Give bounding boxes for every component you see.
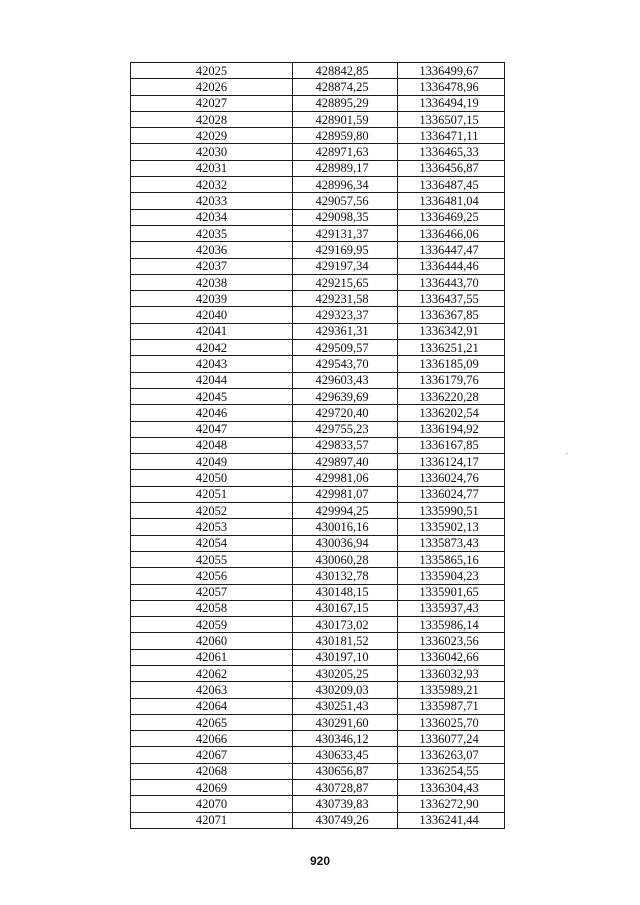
table-row [131, 747, 505, 763]
x-coordinate-cell: 430739,83 [293, 796, 398, 812]
point-id-cell: 42025 [131, 63, 293, 79]
table-row [131, 160, 505, 176]
x-coordinate-cell: 429994,25 [293, 503, 398, 519]
table-row [131, 79, 505, 95]
point-id-cell: 42036 [131, 242, 293, 258]
x-coordinate-cell: 430251,43 [293, 698, 398, 714]
point-id-cell: 42032 [131, 177, 293, 193]
point-id-cell: 42039 [131, 291, 293, 307]
table-row [131, 617, 505, 633]
y-coordinate-cell: 1336124,17 [398, 454, 505, 470]
point-id-cell: 42061 [131, 649, 293, 665]
x-coordinate-cell: 430148,15 [293, 584, 398, 600]
x-coordinate-cell: 429215,65 [293, 274, 398, 290]
point-id-cell: 42060 [131, 633, 293, 649]
x-coordinate-cell: 430728,87 [293, 780, 398, 796]
point-id-cell: 42055 [131, 551, 293, 567]
point-id-cell: 42049 [131, 454, 293, 470]
table-row [131, 796, 505, 812]
table-row [131, 388, 505, 404]
y-coordinate-cell: 1336444,46 [398, 258, 505, 274]
point-id-cell: 42042 [131, 340, 293, 356]
y-coordinate-cell: 1336487,45 [398, 177, 505, 193]
y-coordinate-cell: 1336469,25 [398, 209, 505, 225]
table-row [131, 763, 505, 779]
y-coordinate-cell: 1336202,54 [398, 405, 505, 421]
y-coordinate-cell: 1336304,43 [398, 780, 505, 796]
y-coordinate-cell: 1336023,56 [398, 633, 505, 649]
table-row [131, 405, 505, 421]
y-coordinate-cell: 1336042,66 [398, 649, 505, 665]
table-row [131, 584, 505, 600]
table-row [131, 731, 505, 747]
x-coordinate-cell: 429509,57 [293, 340, 398, 356]
y-coordinate-cell: 1335990,51 [398, 503, 505, 519]
x-coordinate-cell: 430291,60 [293, 714, 398, 730]
table-row [131, 111, 505, 127]
x-coordinate-cell: 430060,28 [293, 551, 398, 567]
x-coordinate-cell: 428996,34 [293, 177, 398, 193]
y-coordinate-cell: 1336241,44 [398, 812, 505, 828]
point-id-cell: 42057 [131, 584, 293, 600]
point-id-cell: 42068 [131, 763, 293, 779]
x-coordinate-cell: 430209,03 [293, 682, 398, 698]
y-coordinate-cell: 1336077,24 [398, 731, 505, 747]
table-row [131, 323, 505, 339]
x-coordinate-cell: 428874,25 [293, 79, 398, 95]
y-coordinate-cell: 1336437,55 [398, 291, 505, 307]
x-coordinate-cell: 429169,95 [293, 242, 398, 258]
table-row [131, 568, 505, 584]
point-id-cell: 42052 [131, 503, 293, 519]
table-row [131, 665, 505, 681]
point-id-cell: 42029 [131, 128, 293, 144]
scan-speck [566, 453, 568, 454]
x-coordinate-cell: 430181,52 [293, 633, 398, 649]
point-id-cell: 42047 [131, 421, 293, 437]
x-coordinate-cell: 428971,63 [293, 144, 398, 160]
point-id-cell: 42048 [131, 437, 293, 453]
y-coordinate-cell: 1336478,96 [398, 79, 505, 95]
y-coordinate-cell: 1336194,92 [398, 421, 505, 437]
coordinates-table-body [131, 63, 505, 829]
point-id-cell: 42046 [131, 405, 293, 421]
table-row [131, 274, 505, 290]
y-coordinate-cell: 1335901,65 [398, 584, 505, 600]
point-id-cell: 42059 [131, 617, 293, 633]
point-id-cell: 42027 [131, 95, 293, 111]
y-coordinate-cell: 1336465,33 [398, 144, 505, 160]
point-id-cell: 42051 [131, 486, 293, 502]
y-coordinate-cell: 1336471,11 [398, 128, 505, 144]
y-coordinate-cell: 1336185,09 [398, 356, 505, 372]
point-id-cell: 42044 [131, 372, 293, 388]
point-id-cell: 42062 [131, 665, 293, 681]
point-id-cell: 42071 [131, 812, 293, 828]
table-row [131, 812, 505, 828]
y-coordinate-cell: 1336024,77 [398, 486, 505, 502]
page-number: 920 [309, 854, 331, 868]
y-coordinate-cell: 1335873,43 [398, 535, 505, 551]
coordinates-table [130, 62, 505, 829]
x-coordinate-cell: 428901,59 [293, 111, 398, 127]
x-coordinate-cell: 428989,17 [293, 160, 398, 176]
x-coordinate-cell: 429833,57 [293, 437, 398, 453]
table-row [131, 372, 505, 388]
table-row [131, 519, 505, 535]
table-row [131, 95, 505, 111]
y-coordinate-cell: 1336342,91 [398, 323, 505, 339]
point-id-cell: 42056 [131, 568, 293, 584]
y-coordinate-cell: 1336263,07 [398, 747, 505, 763]
table-row [131, 242, 505, 258]
x-coordinate-cell: 429897,40 [293, 454, 398, 470]
y-coordinate-cell: 1336179,76 [398, 372, 505, 388]
y-coordinate-cell: 1335865,16 [398, 551, 505, 567]
x-coordinate-cell: 430633,45 [293, 747, 398, 763]
point-id-cell: 42038 [131, 274, 293, 290]
x-coordinate-cell: 430749,26 [293, 812, 398, 828]
point-id-cell: 42035 [131, 225, 293, 241]
table-row [131, 535, 505, 551]
table-row [131, 698, 505, 714]
y-coordinate-cell: 1336024,76 [398, 470, 505, 486]
table-row [131, 470, 505, 486]
point-id-cell: 42028 [131, 111, 293, 127]
table-row [131, 291, 505, 307]
x-coordinate-cell: 430205,25 [293, 665, 398, 681]
y-coordinate-cell: 1336507,15 [398, 111, 505, 127]
table-row [131, 128, 505, 144]
y-coordinate-cell: 1335986,14 [398, 617, 505, 633]
y-coordinate-cell: 1335989,21 [398, 682, 505, 698]
point-id-cell: 42033 [131, 193, 293, 209]
x-coordinate-cell: 429981,06 [293, 470, 398, 486]
point-id-cell: 42069 [131, 780, 293, 796]
point-id-cell: 42066 [131, 731, 293, 747]
y-coordinate-cell: 1336481,04 [398, 193, 505, 209]
table-row [131, 454, 505, 470]
point-id-cell: 42041 [131, 323, 293, 339]
point-id-cell: 42040 [131, 307, 293, 323]
x-coordinate-cell: 429755,23 [293, 421, 398, 437]
table-row [131, 193, 505, 209]
y-coordinate-cell: 1336254,55 [398, 763, 505, 779]
y-coordinate-cell: 1335937,43 [398, 600, 505, 616]
point-id-cell: 42064 [131, 698, 293, 714]
x-coordinate-cell: 429323,37 [293, 307, 398, 323]
y-coordinate-cell: 1336466,06 [398, 225, 505, 241]
x-coordinate-cell: 430197,10 [293, 649, 398, 665]
y-coordinate-cell: 1335987,71 [398, 698, 505, 714]
x-coordinate-cell: 430016,16 [293, 519, 398, 535]
table-row [131, 356, 505, 372]
point-id-cell: 42058 [131, 600, 293, 616]
x-coordinate-cell: 430346,12 [293, 731, 398, 747]
x-coordinate-cell: 429720,40 [293, 405, 398, 421]
y-coordinate-cell: 1335904,23 [398, 568, 505, 584]
point-id-cell: 42070 [131, 796, 293, 812]
table-row [131, 144, 505, 160]
table-row [131, 649, 505, 665]
x-coordinate-cell: 429981,07 [293, 486, 398, 502]
point-id-cell: 42030 [131, 144, 293, 160]
table-row [131, 682, 505, 698]
point-id-cell: 42065 [131, 714, 293, 730]
point-id-cell: 42031 [131, 160, 293, 176]
y-coordinate-cell: 1336025,70 [398, 714, 505, 730]
x-coordinate-cell: 428842,85 [293, 63, 398, 79]
table-row [131, 63, 505, 79]
table-row [131, 307, 505, 323]
point-id-cell: 42053 [131, 519, 293, 535]
y-coordinate-cell: 1336494,19 [398, 95, 505, 111]
point-id-cell: 42043 [131, 356, 293, 372]
point-id-cell: 42026 [131, 79, 293, 95]
x-coordinate-cell: 429543,70 [293, 356, 398, 372]
table-row [131, 177, 505, 193]
y-coordinate-cell: 1336251,21 [398, 340, 505, 356]
y-coordinate-cell: 1336499,67 [398, 63, 505, 79]
x-coordinate-cell: 429639,69 [293, 388, 398, 404]
y-coordinate-cell: 1336447,47 [398, 242, 505, 258]
x-coordinate-cell: 428959,80 [293, 128, 398, 144]
point-id-cell: 42063 [131, 682, 293, 698]
x-coordinate-cell: 429231,58 [293, 291, 398, 307]
table-row [131, 421, 505, 437]
point-id-cell: 42034 [131, 209, 293, 225]
table-row [131, 780, 505, 796]
table-row [131, 633, 505, 649]
y-coordinate-cell: 1336456,87 [398, 160, 505, 176]
table-row [131, 714, 505, 730]
table-row [131, 437, 505, 453]
point-id-cell: 42045 [131, 388, 293, 404]
y-coordinate-cell: 1335902,13 [398, 519, 505, 535]
x-coordinate-cell: 429131,37 [293, 225, 398, 241]
point-id-cell: 42054 [131, 535, 293, 551]
y-coordinate-cell: 1336272,90 [398, 796, 505, 812]
x-coordinate-cell: 430036,94 [293, 535, 398, 551]
table-row [131, 258, 505, 274]
table-row [131, 209, 505, 225]
table-row [131, 225, 505, 241]
x-coordinate-cell: 429603,43 [293, 372, 398, 388]
point-id-cell: 42067 [131, 747, 293, 763]
x-coordinate-cell: 430173,02 [293, 617, 398, 633]
table-row [131, 486, 505, 502]
table-row [131, 503, 505, 519]
point-id-cell: 42037 [131, 258, 293, 274]
y-coordinate-cell: 1336167,85 [398, 437, 505, 453]
y-coordinate-cell: 1336032,93 [398, 665, 505, 681]
point-id-cell: 42050 [131, 470, 293, 486]
y-coordinate-cell: 1336367,85 [398, 307, 505, 323]
table-row [131, 600, 505, 616]
table-row [131, 340, 505, 356]
table-row [131, 551, 505, 567]
x-coordinate-cell: 429098,35 [293, 209, 398, 225]
y-coordinate-cell: 1336443,70 [398, 274, 505, 290]
x-coordinate-cell: 429057,56 [293, 193, 398, 209]
x-coordinate-cell: 430132,78 [293, 568, 398, 584]
x-coordinate-cell: 429197,34 [293, 258, 398, 274]
x-coordinate-cell: 430656,87 [293, 763, 398, 779]
x-coordinate-cell: 429361,31 [293, 323, 398, 339]
x-coordinate-cell: 428895,29 [293, 95, 398, 111]
y-coordinate-cell: 1336220,28 [398, 388, 505, 404]
x-coordinate-cell: 430167,15 [293, 600, 398, 616]
